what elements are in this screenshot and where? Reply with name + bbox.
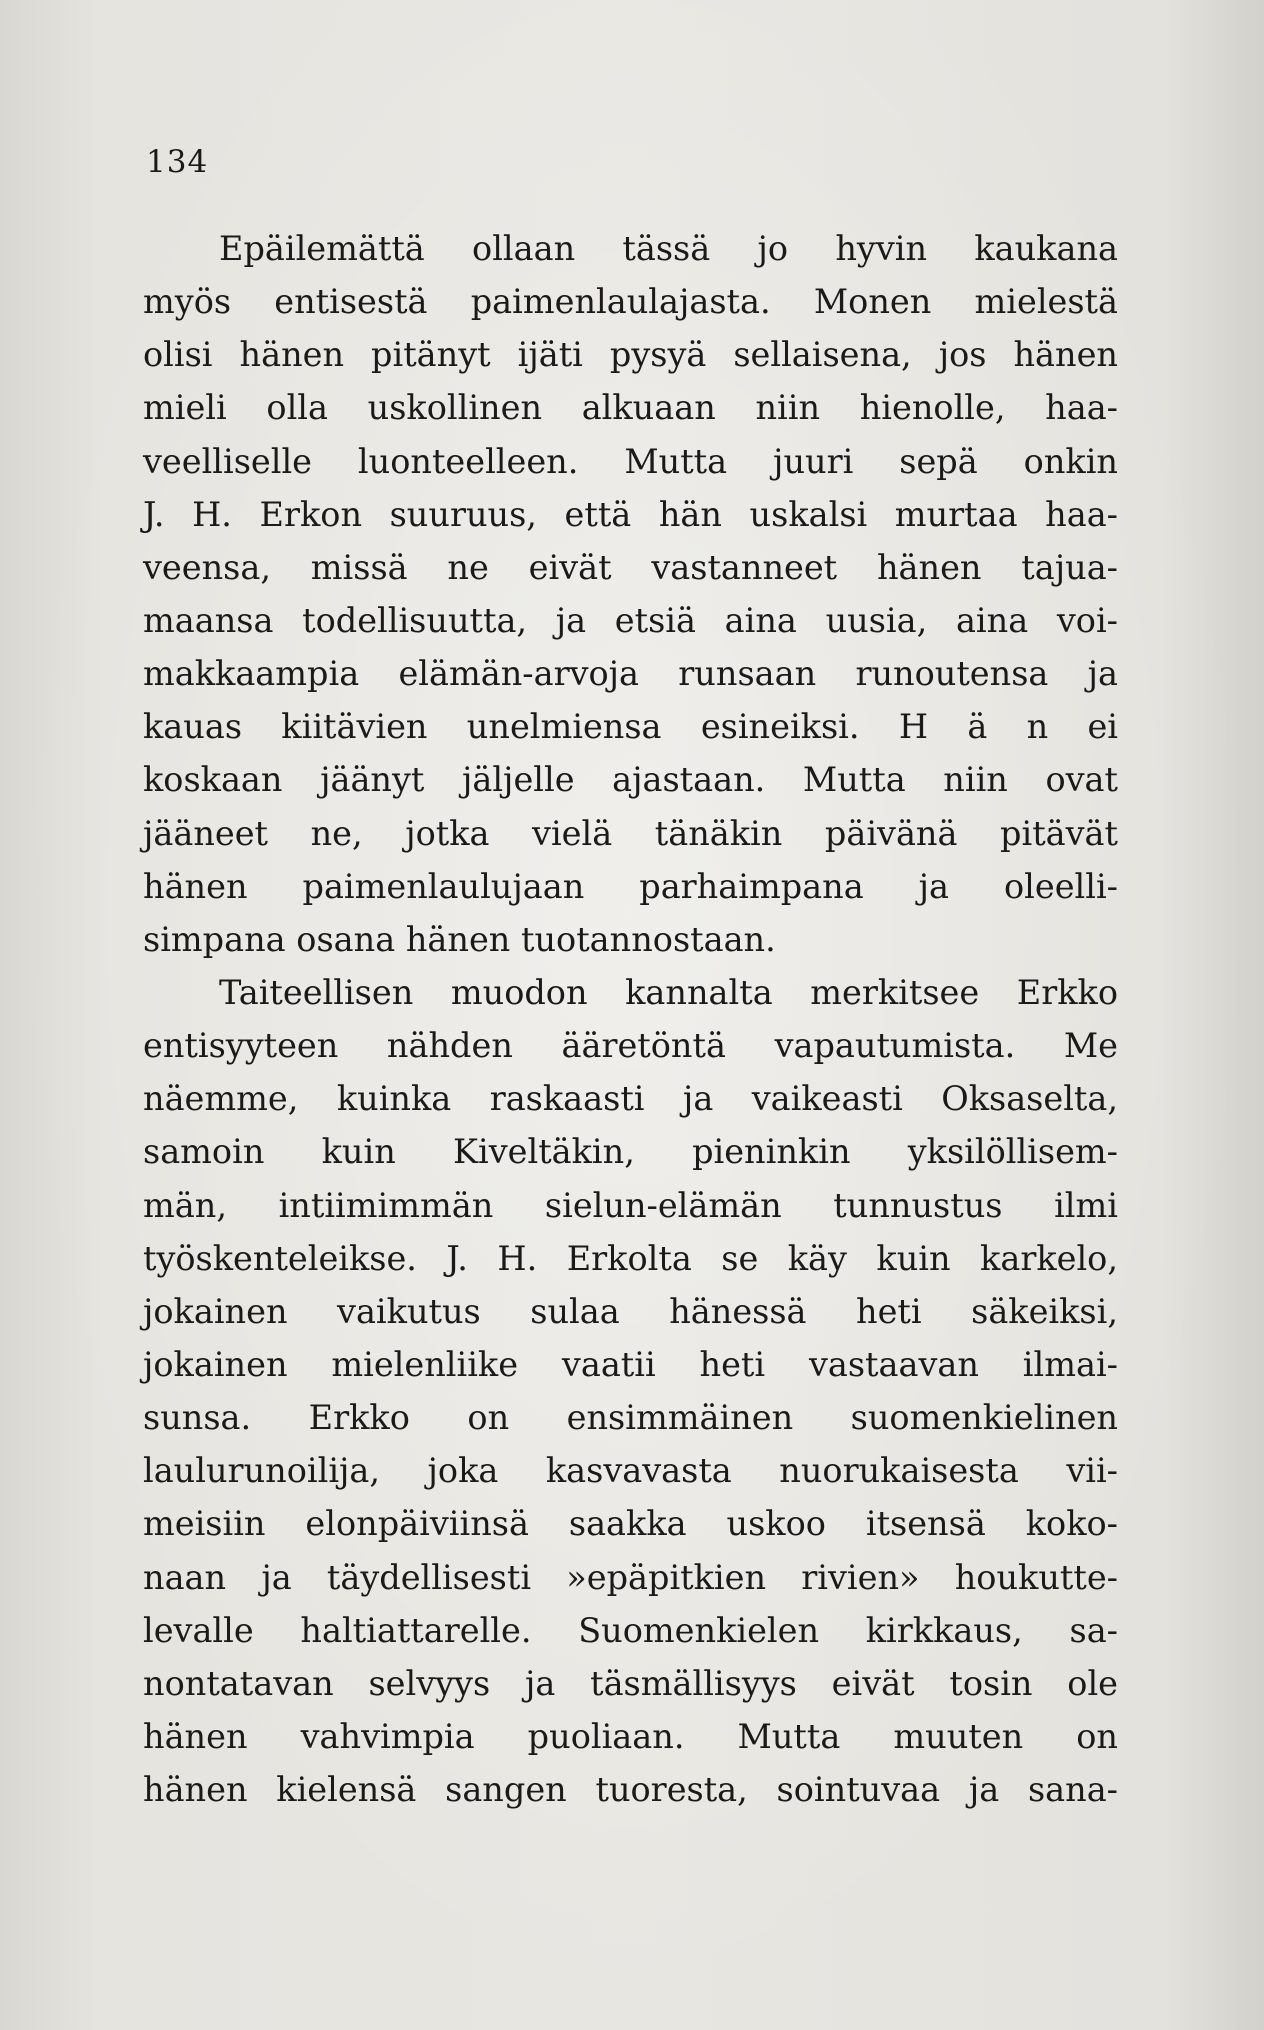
text-line: makkaampia elämän-arvoja runsaan runoutensa ja bbox=[143, 654, 1118, 694]
text-line: J. H. Erkon suuruus, että hän uskalsi murtaa haa- bbox=[143, 494, 1118, 534]
text-line: Epäilemättä ollaan tässä jo hyvin kaukana bbox=[219, 229, 1118, 268]
text-line: veelliselle luonteelleen. Mutta juuri sepä onkin bbox=[143, 441, 1118, 481]
text-line: työskenteleikse. J. H. Erkolta se käy kuin karkelo, bbox=[143, 1238, 1118, 1278]
text-line: samoin kuin Kiveltäkin, pieninkin yksilöllisem- bbox=[143, 1132, 1118, 1172]
text-line: hänen paimenlaulujaan parhaimpana ja oleelli- bbox=[143, 866, 1118, 906]
text-line: Taiteellisen muodon kannalta merkitsee Erkko bbox=[219, 972, 1118, 1012]
text-line: naan ja täydellisesti »epäpitkien rivien» houkutte- bbox=[143, 1557, 1118, 1597]
text-line: maansa todellisuutta, ja etsiä aina uusia, aina voi- bbox=[143, 600, 1118, 640]
text-line: laulurunoilija, joka kasvavasta nuorukaisesta vii- bbox=[143, 1451, 1118, 1491]
text-line: koskaan jäänyt jäljelle ajastaan. Mutta niin ovat bbox=[143, 760, 1118, 800]
text-line: meisiin elonpäiviinsä saakka uskoo itsensä koko- bbox=[143, 1504, 1118, 1544]
text-line: kauas kiitävien unelmiensa esineiksi. H ä n ei bbox=[143, 707, 1118, 747]
text-line: jääneet ne, jotka vielä tänäkin päivänä pitävät bbox=[143, 813, 1118, 853]
text-line: män, intiimimmän sielun-elämän tunnustus ilmi bbox=[143, 1185, 1118, 1225]
body-text bbox=[143, 222, 1118, 1816]
text-line: simpana osana hänen tuotannostaan. bbox=[143, 919, 776, 959]
text-line: hänen vahvimpia puoliaan. Mutta muuten on bbox=[143, 1716, 1118, 1756]
text-line: hänen kielensä sangen tuoresta, sointuvaa ja sana- bbox=[143, 1770, 1118, 1810]
text-line: näemme, kuinka raskaasti ja vaikeasti Oksaselta, bbox=[143, 1079, 1118, 1119]
text-line: myös entisestä paimenlaulajasta. Monen mielestä bbox=[143, 282, 1118, 322]
text-line: jokainen mielenliike vaatii heti vastaavan ilmai- bbox=[143, 1344, 1118, 1384]
text-line: olisi hänen pitänyt ijäti pysyä sellaisena, jos hänen bbox=[143, 335, 1118, 375]
page-number: 134 bbox=[146, 144, 209, 180]
text-line: veensa, missä ne eivät vastanneet hänen tajua- bbox=[143, 547, 1118, 587]
text-line: entisyyteen nähden ääretöntä vapautumista. Me bbox=[143, 1026, 1118, 1066]
text-line: mieli olla uskollinen alkuaan niin hienolle, haa- bbox=[143, 388, 1118, 428]
text-line: jokainen vaikutus sulaa hänessä heti säkeiksi, bbox=[143, 1291, 1118, 1331]
text-line: sunsa. Erkko on ensimmäinen suomenkielinen bbox=[143, 1398, 1118, 1438]
text-line: nontatavan selvyys ja täsmällisyys eivät tosin ole bbox=[143, 1663, 1118, 1703]
text-line: levalle haltiattarelle. Suomenkielen kirkkaus, sa- bbox=[143, 1610, 1118, 1650]
